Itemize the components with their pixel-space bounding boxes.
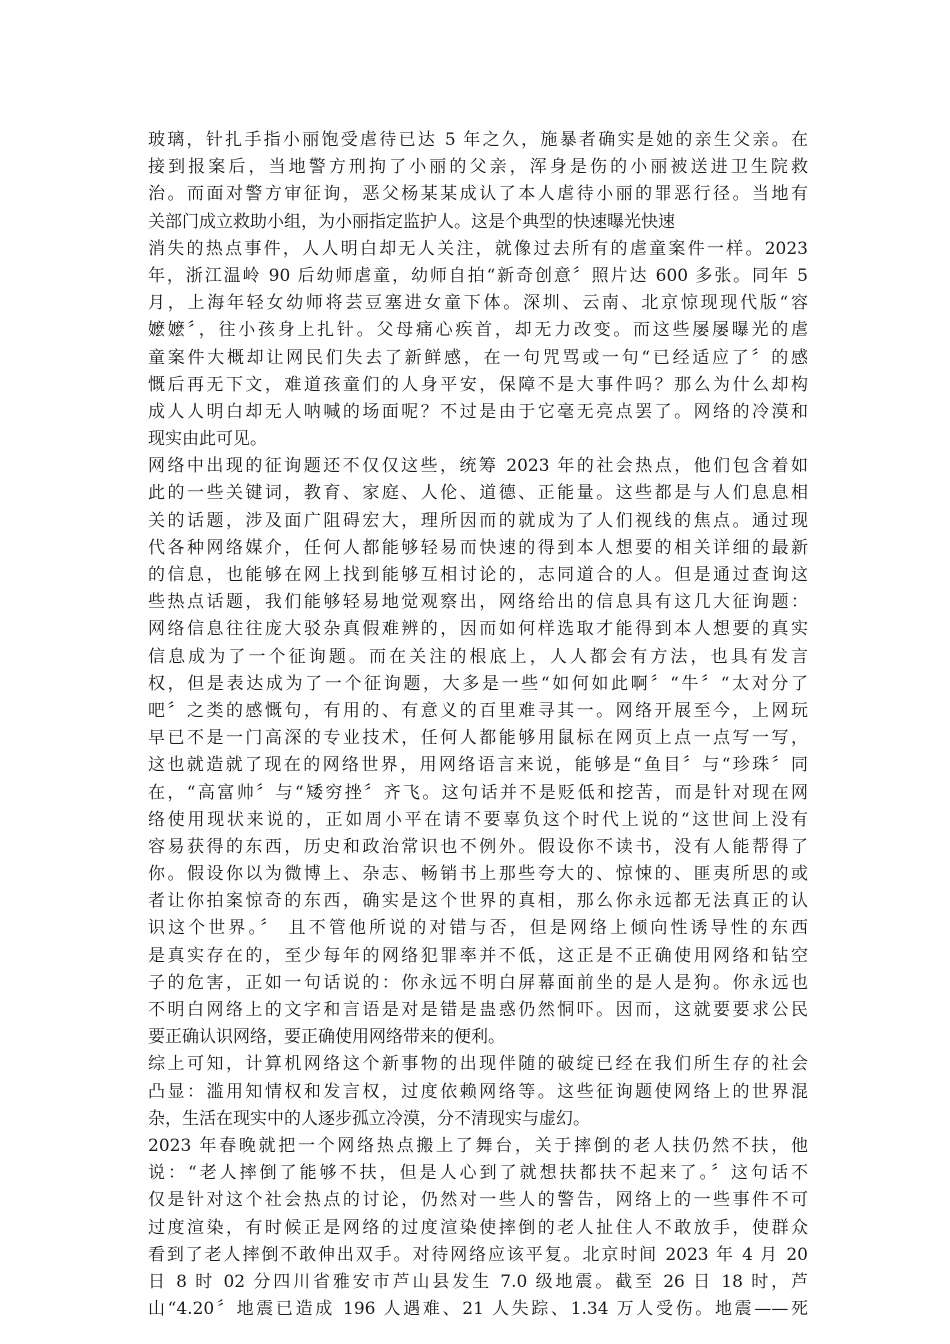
text-line: 吧〞之类的感慨句，有用的、有意义的百里难寻其一。网络开展至今，上网玩 [148, 700, 808, 721]
text-line: 消失的热点事件，人人明白却无人关注，就像过去所有的虐童案件一样。2023 [148, 238, 808, 259]
body-text [148, 127, 808, 1323]
text-line: 代各种网络媒介，任何人都能够轻易而快速的得到本人想要的相关详细的最新 [148, 537, 808, 558]
text-line: 你。假设你以为微博上、杂志、畅销书上那些夸大的、惊悚的、匪夷所思的或 [148, 864, 808, 885]
text-line: 信息成为了一个征询题。而在关注的根底上，人人都会有方法，也具有发言 [148, 646, 808, 667]
text-line: 容易获得的东西，历史和政治常识也不例外。假设你不读书，没有人能帮得了 [148, 836, 808, 857]
text-line: 杂，生活在现实中的人逐步孤立冷漠，分不清现实与虚幻。 [148, 1108, 590, 1129]
text-line: 日 8 时 02 分四川省雅安市芦山县发生 7.0 级地震。截至 26 日 18 时，芦 [148, 1271, 808, 1292]
text-line: 接到报案后，当地警方刑拘了小丽的父亲，浑身是伤的小丽被送进卫生院救 [148, 157, 808, 178]
text-line: 玻璃，针扎手指小丽饱受虐待已达 5 年之久，施暴者确实是她的亲生父亲。在 [148, 130, 808, 150]
text-line: 月，上海年轻女幼师将芸豆塞进女童下体。深圳、云南、北京惊现现代版“容 [148, 293, 808, 314]
text-line: 治。而面对警方审征询，恶父杨某某成认了本人虐待小丽的罪恶行径。当地有 [148, 184, 808, 205]
text-line: 子的危害，正如一句话说的：你永远不明白屏幕面前坐的是人是狗。你永远也 [148, 972, 808, 993]
text-line: 仅是针对这个社会热点的讨论，仍然对一些人的警告，网络上的一些事件不可 [148, 1190, 808, 1211]
text-line: 关部门成立救助小组，为小丽指定监护人。这是个典型的快速曝光快速 [148, 211, 675, 232]
text-line: 的信息，也能够在网上找到能够互相讨论的，志同道合的人。但是通过查询这 [148, 565, 808, 585]
text-line: 现实由此可见。 [148, 429, 267, 450]
text-line: 不明白网络上的文字和言语是对是错是蛊惑仍然恫吓。因而，这就要要求公民 [148, 1000, 808, 1020]
text-line: 山“4.20〞地震已造成 196 人遇难、21 人失踪、1.34 万人受伤。地震——死 [148, 1299, 808, 1320]
text-line: 在，“高富帅〞与“矮穷挫〞齐飞。这句话并不是贬低和挖苦，而是针对现在网 [148, 782, 808, 803]
text-line: 要正确认识网络，要正确使用网络带来的便利。 [148, 1027, 505, 1048]
text-line: 权，但是表达成为了一个征询题，大多是一些“如何如此啊〞“牛〞“太对分了 [148, 673, 808, 694]
text-line: 早已不是一门高深的专业技术，任何人都能够用鼠标在网页上点一点写一写， [148, 728, 808, 749]
text-line: 网络信息往往庞大驳杂真假难辨的，因而如何样选取才能得到本人想要的真实 [148, 619, 808, 640]
text-line: 成人人明白却无人呐喊的场面呢？不过是由于它毫无亮点罢了。网络的冷漠和 [148, 401, 808, 422]
text-line: 看到了老人摔倒不敢伸出双手。对待网络应该平复。北京时间 2023 年 4 月 20 [148, 1244, 808, 1265]
text-line: 过度渲染，有时候正是网络的过度渲染使摔倒的老人扯住人不敢放手，使群众 [148, 1217, 808, 1238]
text-line: 网络中出现的征询题还不仅仅这些，统筹 2023 年的社会热点，他们包含着如 [148, 456, 808, 477]
text-line: 络使用现状来说的，正如周小平在请不要辜负这个时代上说的“这世间上没有 [148, 809, 808, 830]
text-line: 关的话题，涉及面广阻碍宏大，理所因而的就成为了人们视线的焦点。通过现 [148, 510, 808, 531]
text-line: 童案件大概却让网民们失去了新鲜感，在一句咒骂或一句“已经适应了〞的感 [148, 347, 808, 368]
text-line: 嬷嬷〞，往小孩身上扎针。父母痛心疾首，却无力改变。而这些屡屡曝光的虐 [148, 320, 808, 341]
text-line: 2023 年春晚就把一个网络热点搬上了舞台，关于摔倒的老人扶仍然不扶，他 [148, 1135, 808, 1156]
text-line: 年，浙江温岭 90 后幼师虐童，幼师自拍“新奇创意〞照片达 600 多张。同年 5 [148, 265, 808, 286]
text-line: 说：“老人摔倒了能够不扶，但是人心到了就想扶都扶不起来了。〞这句话不 [148, 1163, 808, 1184]
text-line: 此的一些关键词，教育、家庭、人伦、道德、正能量。这些都是与人们息息相 [148, 483, 808, 504]
text-line: 慨后再无下文，难道孩童们的人身平安，保障不是大事件吗？那么为什么却构 [148, 374, 808, 395]
text-line: 综上可知，计算机网络这个新事物的出现伴随的破绽已经在我们所生存的社会 [148, 1054, 808, 1075]
text-line: 是真实存在的，至少每年的网络犯罪率并不低，这正是不正确使用网络和钻空 [148, 945, 808, 966]
text-line: 些热点话题，我们能够轻易地觉观察出，网络给出的信息具有这几大征询题： [148, 592, 808, 613]
text-line: 这也就造就了现在的网络世界，用网络语言来说，能够是“鱼目〞与“珍珠〞同 [148, 755, 808, 776]
text-line: 凸显：滥用知情权和发言权，过度依赖网络等。这些征询题使网络上的世界混 [148, 1081, 808, 1102]
text-line: 者让你拍案惊奇的东西，确实是这个世界的真相，那么你永远都无法真正的认 [148, 891, 808, 912]
text-line: 识这个世界。〞 且不管他所说的对错与否，但是网络上倾向性诱导性的东西 [148, 918, 808, 939]
